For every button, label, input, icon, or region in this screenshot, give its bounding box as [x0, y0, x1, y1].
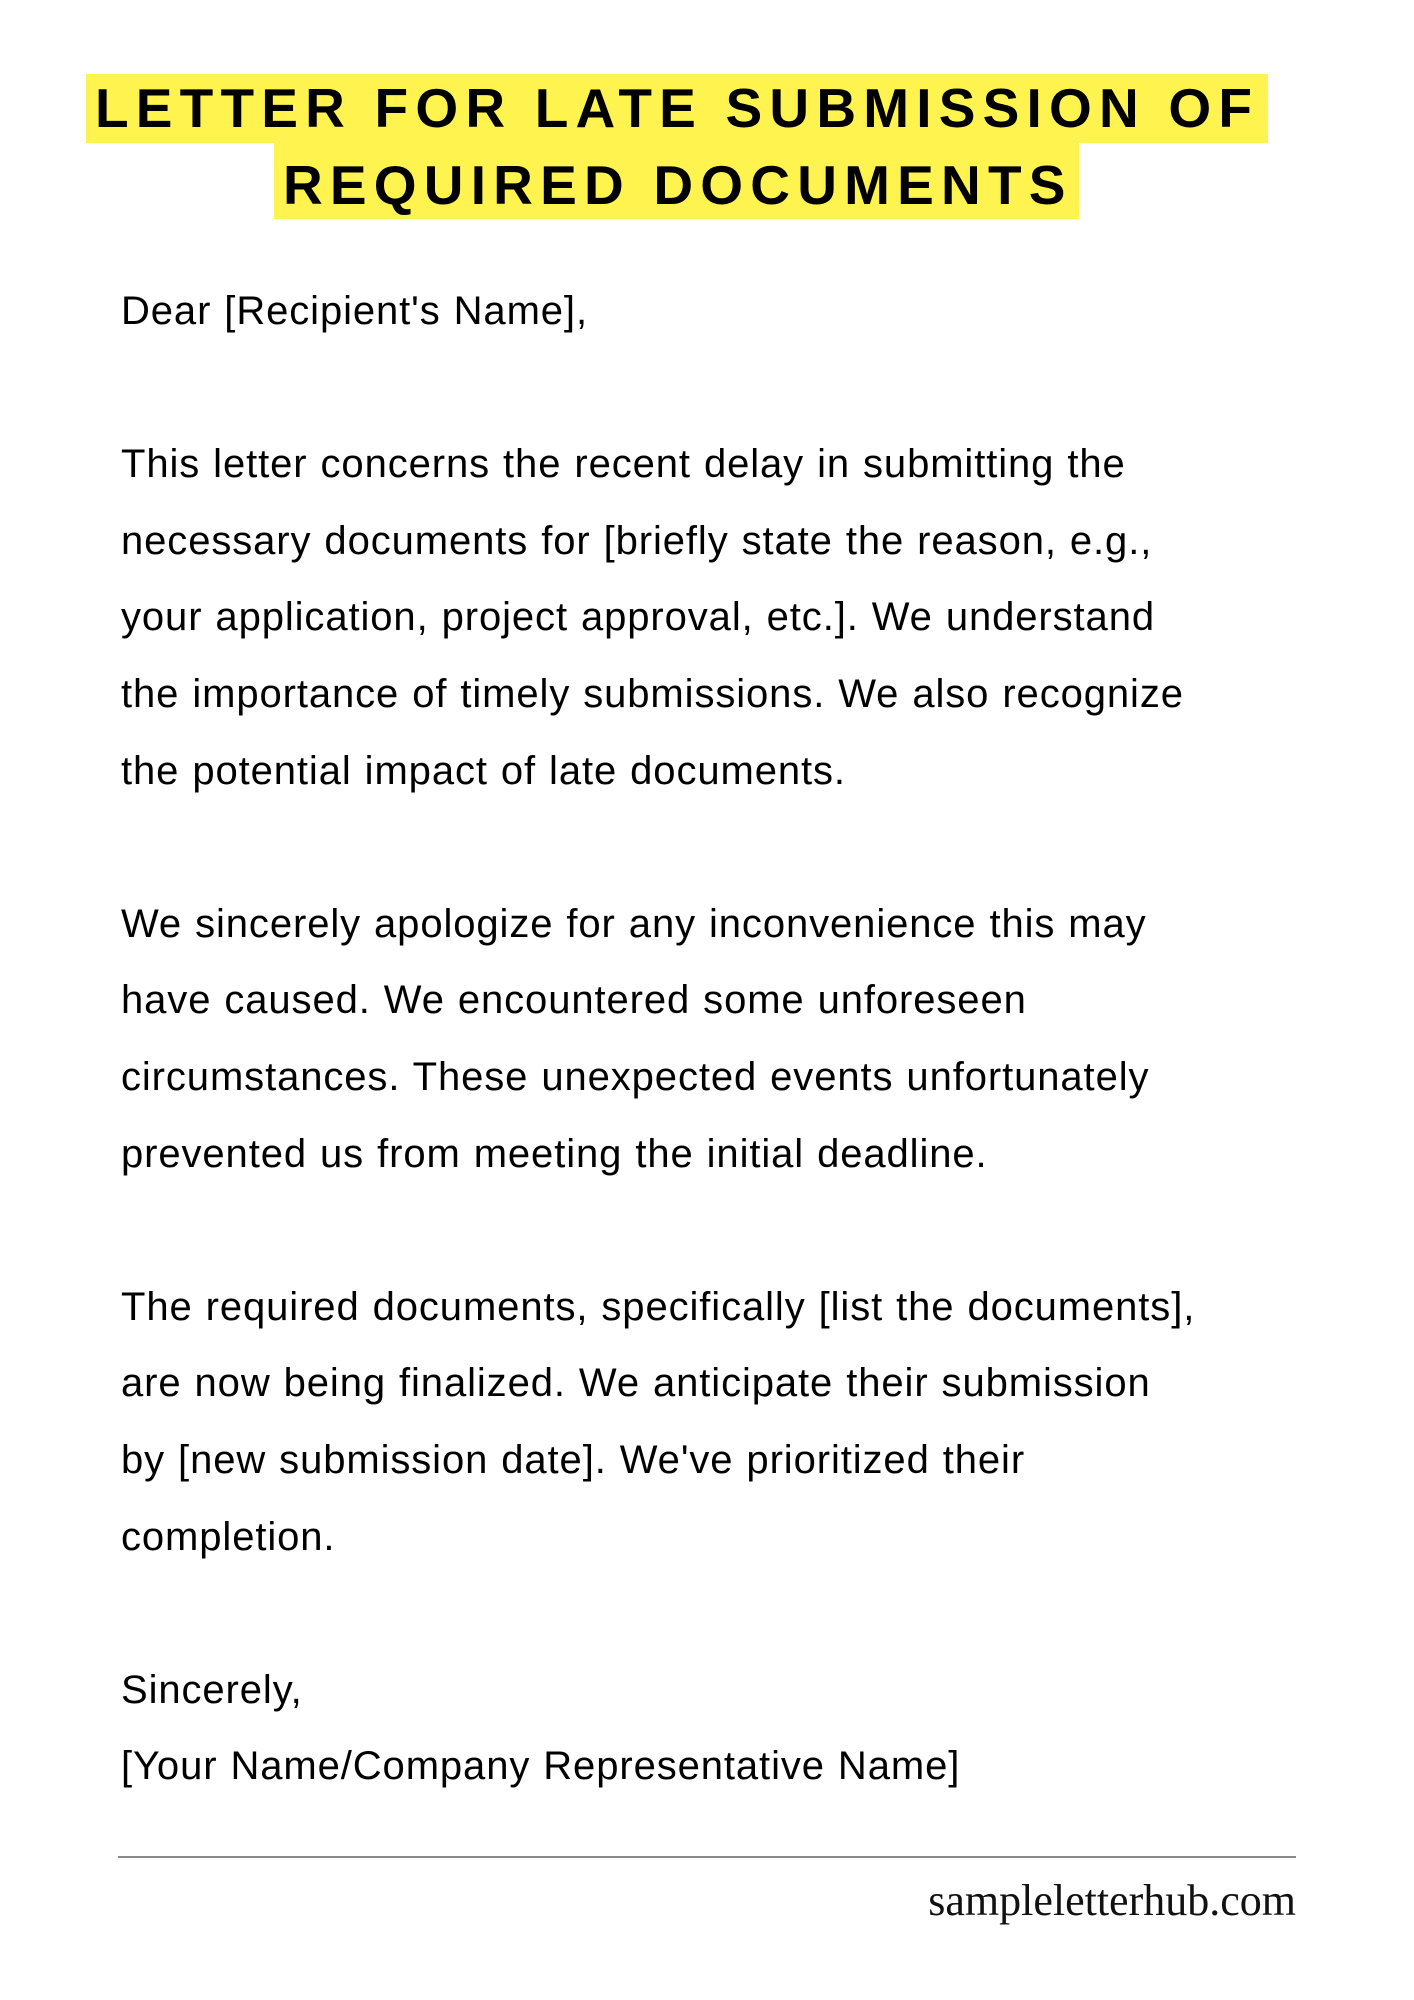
paragraph-line: We sincerely apologize for any inconvenience this may	[121, 901, 1147, 946]
paragraph-3	[121, 1269, 1401, 1575]
paragraph-line: necessary documents for [briefly state the reason, e.g.,	[121, 518, 1153, 563]
signature-text: [Your Name/Company Representative Name]	[121, 1744, 961, 1789]
closing-block	[121, 1652, 1401, 1805]
paragraph-line: have caused. We encountered some unforeseen	[121, 978, 1027, 1023]
paragraph-line: the importance of timely submissions. We also recognize	[121, 671, 1184, 716]
footer-site-link[interactable]: sampleletterhub.com	[928, 1876, 1296, 1925]
paragraph-line: completion.	[121, 1514, 336, 1559]
paragraph-line: are now being finalized. We anticipate their submission	[121, 1361, 1151, 1406]
paragraph-2	[121, 886, 1401, 1192]
paragraph-line: by [new submission date]. We've prioritized their	[121, 1437, 1026, 1482]
paragraph-line: prevented us from meeting the initial deadline.	[121, 1131, 988, 1176]
paragraph-line: circumstances. These unexpected events unfortunately	[121, 1054, 1150, 1099]
salutation-text: Dear [Recipient's Name],	[121, 289, 588, 333]
title-text-1: LETTER FOR LATE SUBMISSION OF	[95, 77, 1260, 139]
paragraph-line: This letter concerns the recent delay in submitting the	[121, 442, 1126, 487]
paragraph-line: the potential impact of late documents.	[121, 748, 846, 793]
title-line-1	[86, 74, 1268, 143]
letter-body	[121, 273, 1401, 1805]
title-line-2	[274, 143, 1079, 219]
closing-text: Sincerely,	[121, 1667, 303, 1712]
footer-divider	[118, 1856, 1296, 1858]
title-text-2: REQUIRED DOCUMENTS	[283, 154, 1073, 216]
paragraph-line: The required documents, specifically [list the documents],	[121, 1284, 1196, 1329]
salutation	[121, 273, 1401, 350]
paragraph-1	[121, 426, 1401, 809]
paragraph-line: your application, project approval, etc.]. We understand	[121, 595, 1155, 640]
